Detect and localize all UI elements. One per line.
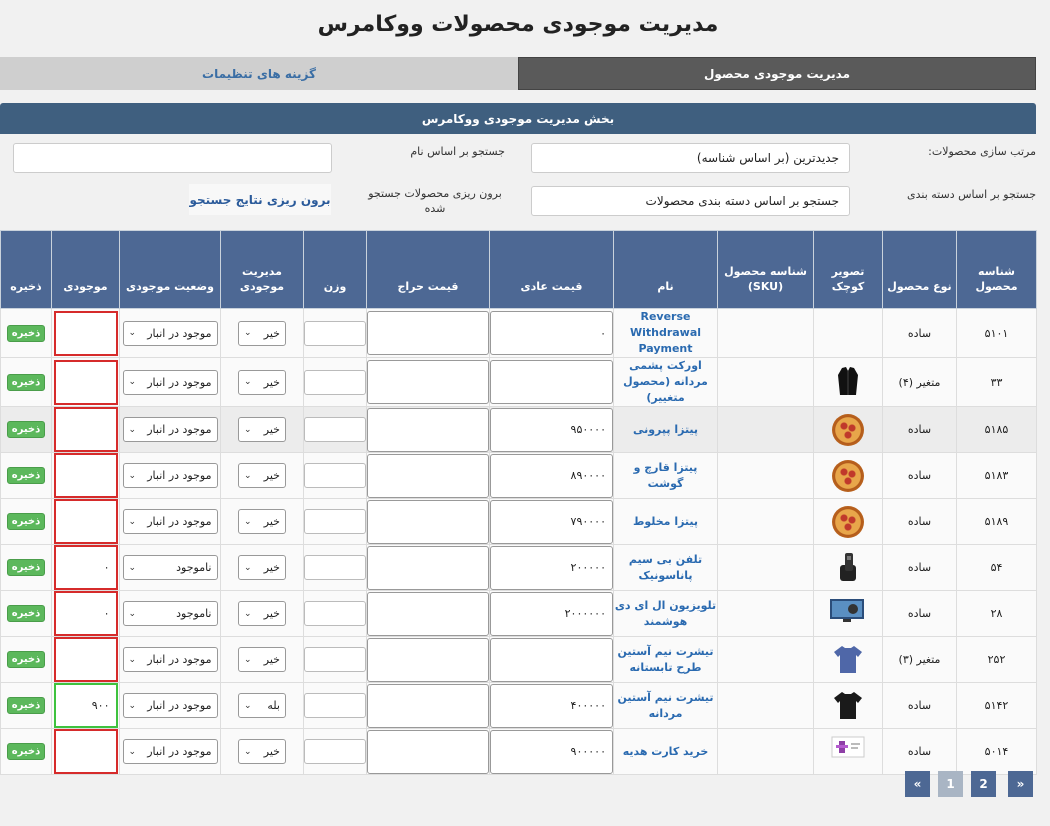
product-sku: [718, 358, 814, 407]
weight-cell: [304, 729, 367, 775]
product-name-link[interactable]: Reverse Withdrawal Payment: [629, 310, 702, 355]
col-id: شناسه محصول: [957, 231, 1037, 309]
manage-stock-select[interactable]: [238, 509, 286, 534]
pizza-icon: [832, 506, 864, 538]
save-button[interactable]: ذخیره: [7, 374, 46, 391]
regular-price-cell: [490, 309, 614, 358]
manage-stock-value: خیر: [263, 326, 280, 340]
save-cell: [1, 545, 52, 591]
product-id: ۵۱۸۳: [957, 453, 1037, 499]
stock-quantity-input[interactable]: [54, 499, 118, 544]
sale-price-cell: [367, 683, 490, 729]
product-type: ساده: [883, 499, 957, 545]
sale-price-cell: [367, 309, 490, 358]
weight-cell: [304, 358, 367, 407]
col-sale-price: قیمت حراج: [367, 231, 490, 309]
regular-price-input[interactable]: ۹۰۰۰۰۰: [490, 730, 613, 774]
sale-price-cell: [367, 637, 490, 683]
export-label: برون ریزی محصولات جستجو شده: [368, 187, 502, 215]
weight-input[interactable]: [304, 463, 366, 488]
chevron-down-icon: ⌄: [128, 377, 137, 387]
stock-status-select[interactable]: [123, 509, 218, 534]
chevron-down-icon: ⌄: [128, 746, 137, 757]
stock-status-select[interactable]: [123, 555, 218, 580]
table-row: [1, 545, 1037, 591]
name-search-input[interactable]: [13, 143, 332, 173]
products-table: [0, 230, 1037, 775]
sale-price-input[interactable]: [367, 454, 489, 498]
sale-price-input[interactable]: [367, 311, 489, 355]
sale-price-input[interactable]: [367, 360, 489, 404]
product-type: ساده: [883, 683, 957, 729]
sale-price-input[interactable]: [367, 408, 489, 452]
weight-input[interactable]: [304, 370, 366, 395]
regular-price-cell: [490, 591, 614, 637]
product-type: ساده: [883, 407, 957, 453]
chevron-down-icon: ⌄: [128, 516, 137, 527]
product-name-cell: [614, 309, 718, 358]
sale-price-input[interactable]: [367, 684, 489, 728]
stock-quantity-input[interactable]: [54, 360, 118, 405]
chevron-down-icon: ⌄: [244, 746, 252, 757]
sale-price-cell: [367, 453, 490, 499]
col-manage-stock: مدیریت موجودی: [221, 231, 304, 309]
stock-cell: [52, 358, 120, 407]
table-row: [1, 309, 1037, 358]
save-cell: [1, 358, 52, 407]
manage-stock-value: خیر: [263, 515, 280, 528]
save-button[interactable]: ذخیره: [7, 651, 46, 668]
chevron-down-icon: ⌄: [244, 562, 252, 573]
product-id: ۵۰۱۴: [957, 729, 1037, 775]
stock-quantity-input[interactable]: ۹۰۰: [54, 683, 118, 728]
regular-price-input[interactable]: ۷۹۰۰۰۰: [490, 500, 613, 544]
save-cell: [1, 637, 52, 683]
table-row: [1, 407, 1037, 453]
chevron-down-icon: ⌄: [244, 328, 252, 338]
manage-stock-cell: [221, 358, 304, 407]
stock-status-cell: [120, 499, 221, 545]
jacket-icon: [831, 365, 865, 399]
chevron-down-icon: ⌄: [128, 654, 137, 665]
stock-status-select[interactable]: [123, 417, 218, 442]
save-cell: [1, 453, 52, 499]
product-name-link[interactable]: پیتزا قارچ و گوشت: [633, 460, 698, 490]
sale-price-input[interactable]: [367, 730, 489, 774]
product-sku: [718, 453, 814, 499]
chevron-down-icon: ⌄: [244, 700, 252, 711]
page-title: مدیریت موجودی محصولات ووکامرس: [317, 12, 719, 37]
manage-stock-value: خیر: [263, 745, 280, 758]
product-thumb: [814, 358, 883, 407]
regular-price-input[interactable]: ۴۰۰۰۰۰: [490, 684, 613, 728]
manage-stock-value: خیر: [263, 653, 280, 666]
product-type: متغیر (۳): [883, 637, 957, 683]
stock-cell: [52, 545, 120, 591]
pizza-icon: [832, 460, 864, 492]
product-type: ساده: [883, 729, 957, 775]
table-row: [1, 683, 1037, 729]
regular-price-input[interactable]: ۰: [490, 311, 613, 355]
manage-stock-select[interactable]: [238, 647, 286, 672]
weight-input[interactable]: [304, 693, 366, 718]
manage-stock-select[interactable]: [238, 693, 286, 718]
product-id: ۵۱۸۹: [957, 499, 1037, 545]
chevron-down-icon: ⌄: [244, 654, 252, 665]
product-type: ساده: [883, 453, 957, 499]
regular-price-input[interactable]: ۲۰۰۰۰۰: [490, 546, 613, 590]
product-thumb: [814, 591, 883, 637]
sale-price-cell: [367, 729, 490, 775]
stock-cell: [52, 407, 120, 453]
product-sku: [718, 683, 814, 729]
stock-quantity-input[interactable]: ۰: [54, 545, 118, 590]
product-thumb: [814, 545, 883, 591]
weight-cell: [304, 453, 367, 499]
stock-quantity-input[interactable]: [54, 453, 118, 498]
product-name-link[interactable]: تیشرت نیم آستین طرح تابستانه: [617, 644, 714, 674]
sort-select[interactable]: جدیدترین (بر اساس شناسه): [531, 143, 850, 173]
stock-cell: [52, 309, 120, 358]
phone-icon: [831, 551, 865, 585]
table-row: [1, 358, 1037, 407]
category-label: جستجو بر اساس دسته بندی: [907, 188, 1036, 201]
manage-stock-select[interactable]: [238, 601, 286, 626]
pagination-next[interactable]: »: [1008, 771, 1033, 797]
chevron-down-icon: ⌄: [128, 328, 137, 338]
regular-price-cell: [490, 545, 614, 591]
category-search-input[interactable]: جستجو بر اساس دسته بندی محصولات: [531, 186, 850, 216]
save-cell: [1, 499, 52, 545]
product-thumb: [814, 499, 883, 545]
save-button[interactable]: ذخیره: [7, 513, 46, 530]
sale-price-cell: [367, 358, 490, 407]
stock-cell: [52, 729, 120, 775]
regular-price-cell: [490, 407, 614, 453]
save-cell: [1, 309, 52, 358]
chevron-down-icon: ⌄: [244, 516, 252, 527]
stock-status-select[interactable]: [123, 601, 218, 626]
manage-stock-cell: [221, 499, 304, 545]
regular-price-cell: [490, 499, 614, 545]
stock-status-cell: [120, 309, 221, 358]
col-name: نام: [614, 231, 718, 309]
product-name-cell: [614, 407, 718, 453]
product-thumb: [814, 683, 883, 729]
regular-price-cell: [490, 358, 614, 407]
manage-stock-cell: [221, 309, 304, 358]
stock-quantity-input[interactable]: [54, 407, 118, 452]
stock-status-value: موجود در انبار: [147, 699, 212, 712]
stock-cell: [52, 683, 120, 729]
weight-cell: [304, 683, 367, 729]
product-thumb: [814, 453, 883, 499]
chevron-down-icon: ⌄: [244, 608, 252, 619]
manage-stock-value: بله: [267, 699, 280, 712]
save-button[interactable]: ذخیره: [7, 743, 46, 760]
manage-stock-value: خیر: [263, 423, 280, 436]
col-type: نوع محصول: [883, 231, 957, 309]
stock-status-value: موجود در انبار: [147, 326, 212, 340]
regular-price-input[interactable]: [490, 360, 613, 404]
product-thumb: [814, 637, 883, 683]
product-type: ساده: [883, 309, 957, 358]
save-button[interactable]: ذخیره: [7, 559, 46, 576]
manage-stock-select[interactable]: [238, 463, 286, 488]
product-sku: [718, 729, 814, 775]
stock-status-cell: [120, 729, 221, 775]
stock-status-value: موجود در انبار: [147, 375, 212, 389]
product-sku: [718, 407, 814, 453]
regular-price-input[interactable]: ۹۵۰۰۰۰: [490, 408, 613, 452]
manage-stock-cell: [221, 545, 304, 591]
save-cell: [1, 683, 52, 729]
product-name-link[interactable]: تیشرت نیم آستین مردانه: [617, 690, 714, 720]
sale-price-input[interactable]: [367, 638, 489, 682]
section-header: بخش مدیریت موجودی ووکامرس: [0, 103, 1036, 134]
product-id: ۲۸: [957, 591, 1037, 637]
tab-settings[interactable]: گزینه های تنظیمات: [0, 57, 518, 90]
stock-status-value: موجود در انبار: [147, 423, 212, 436]
regular-price-cell: [490, 637, 614, 683]
tshirt-dark-icon: [831, 689, 865, 723]
stock-quantity-input[interactable]: [54, 311, 118, 356]
stock-status-value: ناموجود: [176, 561, 212, 574]
weight-input[interactable]: [304, 509, 366, 534]
product-name-cell: [614, 591, 718, 637]
chevron-down-icon: ⌄: [244, 470, 252, 481]
sort-label: مرتب سازی محصولات:: [928, 145, 1036, 158]
save-button[interactable]: ذخیره: [7, 421, 46, 438]
stock-status-cell: [120, 637, 221, 683]
product-name-cell: [614, 453, 718, 499]
weight-cell: [304, 545, 367, 591]
export-results-button[interactable]: برون ریزی نتایج جستجو: [189, 184, 331, 215]
manage-stock-cell: [221, 453, 304, 499]
table-row: [1, 591, 1037, 637]
manage-stock-value: خیر: [263, 607, 280, 620]
save-button[interactable]: ذخیره: [7, 697, 46, 714]
product-name-link[interactable]: تلویزیون ال ای دی هوشمند: [614, 598, 717, 628]
pagination-page-2[interactable]: 2: [971, 771, 996, 797]
stock-status-cell: [120, 358, 221, 407]
chevron-down-icon: ⌄: [128, 700, 137, 711]
table-row: [1, 637, 1037, 683]
save-button[interactable]: ذخیره: [7, 325, 46, 342]
col-weight: وزن: [304, 231, 367, 309]
product-sku: [718, 591, 814, 637]
weight-cell: [304, 309, 367, 358]
stock-status-cell: [120, 683, 221, 729]
stock-status-cell: [120, 545, 221, 591]
chevron-down-icon: ⌄: [244, 377, 252, 387]
product-name-link[interactable]: پیتزا پپرونی: [632, 422, 699, 436]
chevron-down-icon: ⌄: [244, 424, 252, 435]
sale-price-input[interactable]: [367, 500, 489, 544]
col-sku: شناسه محصول (SKU): [718, 231, 814, 309]
col-save: ذخیره: [1, 231, 52, 309]
stock-status-cell: [120, 407, 221, 453]
stock-status-select[interactable]: [123, 321, 218, 346]
weight-cell: [304, 637, 367, 683]
sale-price-cell: [367, 591, 490, 637]
stock-quantity-input[interactable]: ۰: [54, 591, 118, 636]
chevron-down-icon: ⌄: [128, 424, 137, 435]
manage-stock-select[interactable]: [238, 321, 286, 346]
product-thumb: [814, 309, 883, 358]
product-id: ۵۱۰۱: [957, 309, 1037, 358]
col-stock: موجودی: [52, 231, 120, 309]
weight-cell: [304, 591, 367, 637]
stock-quantity-input[interactable]: [54, 637, 118, 682]
product-name-cell: [614, 499, 718, 545]
weight-input[interactable]: [304, 647, 366, 672]
stock-status-select[interactable]: [123, 370, 218, 395]
stock-status-value: موجود در انبار: [147, 469, 212, 482]
stock-cell: [52, 637, 120, 683]
regular-price-cell: [490, 453, 614, 499]
regular-price-cell: [490, 683, 614, 729]
regular-price-input[interactable]: ۸۹۰۰۰۰: [490, 454, 613, 498]
manage-stock-cell: [221, 683, 304, 729]
manage-stock-cell: [221, 729, 304, 775]
manage-stock-cell: [221, 407, 304, 453]
stock-status-value: موجود در انبار: [147, 745, 212, 758]
stock-status-cell: [120, 591, 221, 637]
product-type: ساده: [883, 591, 957, 637]
stock-status-value: موجود در انبار: [147, 515, 212, 528]
product-id: ۳۳: [957, 358, 1037, 407]
sale-price-input[interactable]: [367, 546, 489, 590]
weight-cell: [304, 499, 367, 545]
chevron-down-icon: ⌄: [128, 562, 137, 573]
manage-stock-select[interactable]: [238, 370, 286, 395]
giftcard-icon: [831, 735, 865, 769]
tab-stock-management[interactable]: مدیریت موجودی محصول: [518, 57, 1036, 90]
product-name-link[interactable]: تلفن بی سیم پاناسونیک: [628, 552, 703, 582]
chevron-down-icon: ⌄: [128, 608, 137, 619]
col-thumb: تصویر کوچک: [814, 231, 883, 309]
manage-stock-cell: [221, 637, 304, 683]
save-button[interactable]: ذخیره: [7, 467, 46, 484]
stock-status-select[interactable]: [123, 463, 218, 488]
stock-status-value: موجود در انبار: [147, 653, 212, 666]
table-row: [1, 499, 1037, 545]
product-type: ساده: [883, 545, 957, 591]
weight-cell: [304, 407, 367, 453]
weight-input[interactable]: [304, 321, 366, 346]
save-cell: [1, 591, 52, 637]
sale-price-cell: [367, 545, 490, 591]
product-name-cell: [614, 683, 718, 729]
stock-cell: [52, 591, 120, 637]
weight-input[interactable]: [304, 739, 366, 764]
col-stock-status: وضعیت موجودی: [120, 231, 221, 309]
save-cell: [1, 729, 52, 775]
save-cell: [1, 407, 52, 453]
manage-stock-value: خیر: [263, 375, 280, 389]
stock-status-select[interactable]: [123, 739, 218, 764]
tab-bar: [0, 57, 1036, 90]
product-name-cell: [614, 358, 718, 407]
sale-price-cell: [367, 407, 490, 453]
regular-price-input[interactable]: ۲۰۰۰۰۰۰: [490, 592, 613, 636]
table-header-row: [1, 231, 1037, 309]
manage-stock-select[interactable]: [238, 555, 286, 580]
stock-status-cell: [120, 453, 221, 499]
product-sku: [718, 545, 814, 591]
product-name-cell: [614, 545, 718, 591]
weight-input[interactable]: [304, 555, 366, 580]
name-search-label: جستجو بر اساس نام: [410, 145, 505, 158]
product-thumb: [814, 407, 883, 453]
sale-price-input[interactable]: [367, 592, 489, 636]
pagination-page-1[interactable]: 1: [938, 771, 963, 797]
stock-status-select[interactable]: [123, 647, 218, 672]
table-row: [1, 453, 1037, 499]
product-id: ۵۱۸۵: [957, 407, 1037, 453]
save-button[interactable]: ذخیره: [7, 605, 46, 622]
product-id: ۵۴: [957, 545, 1037, 591]
manage-stock-select[interactable]: [238, 417, 286, 442]
chevron-down-icon: ⌄: [128, 470, 137, 481]
tshirt-icon: [831, 643, 865, 677]
manage-stock-cell: [221, 591, 304, 637]
stock-status-value: ناموجود: [176, 607, 212, 620]
weight-input[interactable]: [304, 417, 366, 442]
product-id: ۵۱۴۲: [957, 683, 1037, 729]
product-name-cell: [614, 729, 718, 775]
stock-quantity-input[interactable]: [54, 729, 118, 774]
product-name-cell: [614, 637, 718, 683]
regular-price-cell: [490, 729, 614, 775]
product-sku: [718, 309, 814, 358]
product-id: ۲۵۲: [957, 637, 1037, 683]
product-sku: [718, 637, 814, 683]
pizza-icon: [832, 414, 864, 446]
regular-price-input[interactable]: [490, 638, 613, 682]
table-row: [1, 729, 1037, 775]
product-name-link[interactable]: خرید کارت هدیه: [622, 744, 709, 758]
pagination-prev[interactable]: «: [905, 771, 930, 797]
product-type: متغیر (۴): [883, 358, 957, 407]
product-name-link[interactable]: اورکت پشمی مردانه (محصول متغییر): [623, 359, 708, 404]
product-sku: [718, 499, 814, 545]
col-regular-price: قیمت عادی: [490, 231, 614, 309]
product-thumb: [814, 729, 883, 775]
tv-icon: [831, 597, 865, 631]
sale-price-cell: [367, 499, 490, 545]
manage-stock-value: خیر: [263, 469, 280, 482]
weight-input[interactable]: [304, 601, 366, 626]
manage-stock-select[interactable]: [238, 739, 286, 764]
stock-status-select[interactable]: [123, 693, 218, 718]
manage-stock-value: خیر: [263, 561, 280, 574]
product-name-link[interactable]: پیتزا مخلوط: [632, 514, 699, 528]
stock-cell: [52, 499, 120, 545]
stock-cell: [52, 453, 120, 499]
